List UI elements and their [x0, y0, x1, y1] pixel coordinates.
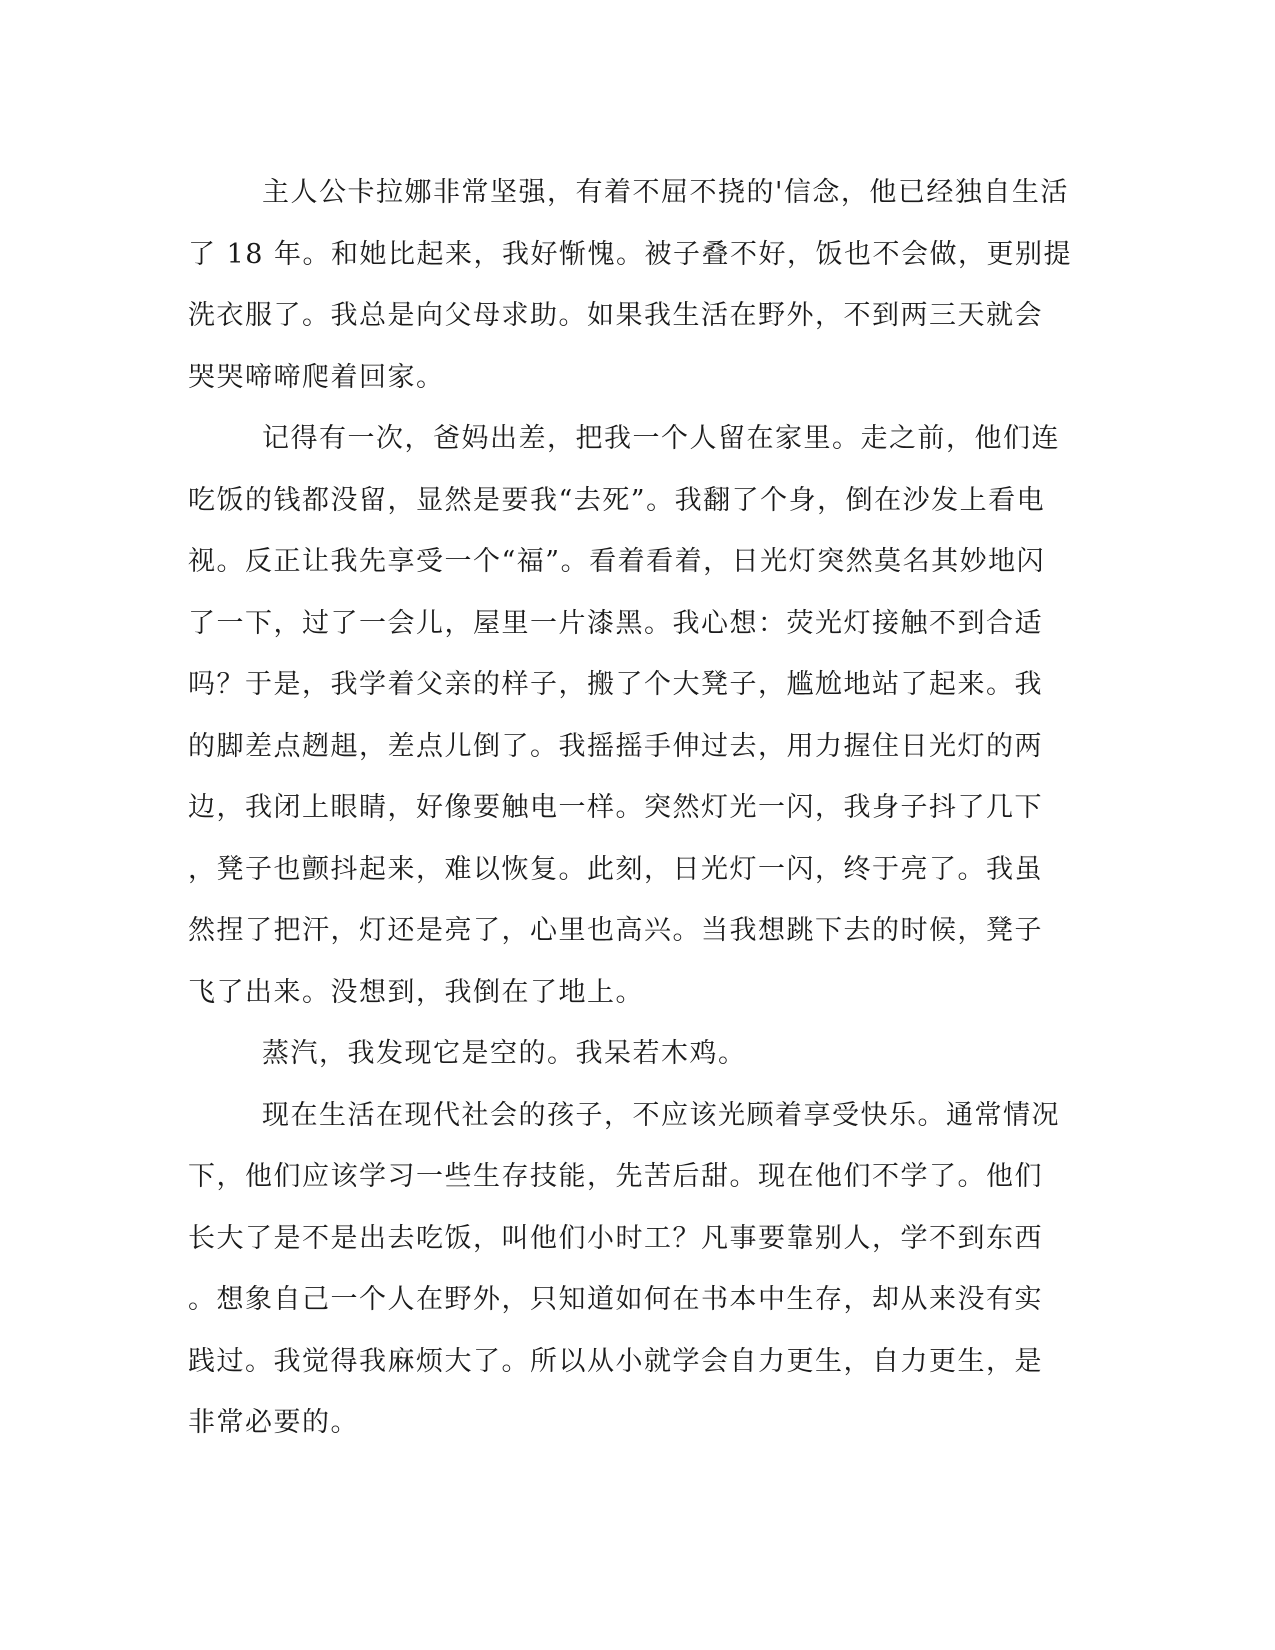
text-line: 视。反正让我先享受一个“福”。看着看着，日光灯突然莫名其妙地闪 — [188, 546, 1046, 577]
text-line: 的脚差点趔趄，差点儿倒了。我摇摇手伸过去，用力握住日光灯的两 — [188, 730, 1043, 762]
text-line: 非常必要的。 — [188, 1407, 359, 1438]
text-line: 。想象自己一个人在野外，只知道如何在书本中生存，却从来没有实 — [188, 1284, 1043, 1315]
text-line: ，凳子也颤抖起来，难以恢复。此刻，日光灯一闪，终于亮了。我虽 — [188, 853, 1043, 885]
paragraph-1 — [188, 162, 1088, 408]
text-line: 下，他们应该学习一些生存技能，先苦后甜。现在他们不学了。他们 — [188, 1161, 1043, 1192]
text-line: 践过。我觉得我麻烦大了。所以从小就学会自力更生，自力更生，是 — [188, 1345, 1043, 1377]
text-line: 了 18 年。和她比起来，我好惭愧。被子叠不好，饭也不会做，更别提 — [188, 238, 1073, 270]
text-line: 现在生活在现代社会的孩子，不应该光顾着享受快乐。通常情况 — [262, 1099, 1060, 1131]
text-line: 飞了出来。没想到，我倒在了地上。 — [188, 976, 644, 1008]
text-line: 记得有一次，爸妈出差，把我一个人留在家里。走之前，他们连 — [262, 423, 1060, 454]
text-line: 边，我闭上眼睛，好像要触电一样。突然灯光一闪，我身子抖了几下 — [188, 792, 1043, 823]
text-line: 蒸汽，我发现它是空的。我呆若木鸡。 — [262, 1038, 747, 1069]
text-line: 长大了是不是出去吃饭，叫他们小时工？凡事要靠别人，学不到东西 — [188, 1222, 1043, 1254]
paragraph-4 — [188, 1085, 1088, 1454]
paragraph-2 — [188, 408, 1088, 1023]
text-line: 洗衣服了。我总是向父母求助。如果我生活在野外，不到两三天就会 — [188, 300, 1043, 331]
text-line: 了一下，过了一会儿，屋里一片漆黑。我心想：荧光灯接触不到合适 — [188, 607, 1043, 639]
text-line: 然捏了把汗，灯还是亮了，心里也高兴。当我想跳下去的时候，凳子 — [188, 915, 1043, 946]
text-line: 吃饭的钱都没留，显然是要我“去死”。我翻了个身，倒在沙发上看电 — [188, 484, 1046, 516]
text-line: 哭哭啼啼爬着回家。 — [188, 361, 445, 393]
paragraph-3 — [188, 1023, 1088, 1085]
text-line: 主人公卡拉娜非常坚强，有着不屈不挠的'信念，他已经独自生活 — [262, 177, 1069, 208]
text-line: 吗？于是，我学着父亲的样子，搬了个大凳子，尴尬地站了起来。我 — [188, 669, 1043, 700]
essay-body — [188, 162, 1088, 1454]
